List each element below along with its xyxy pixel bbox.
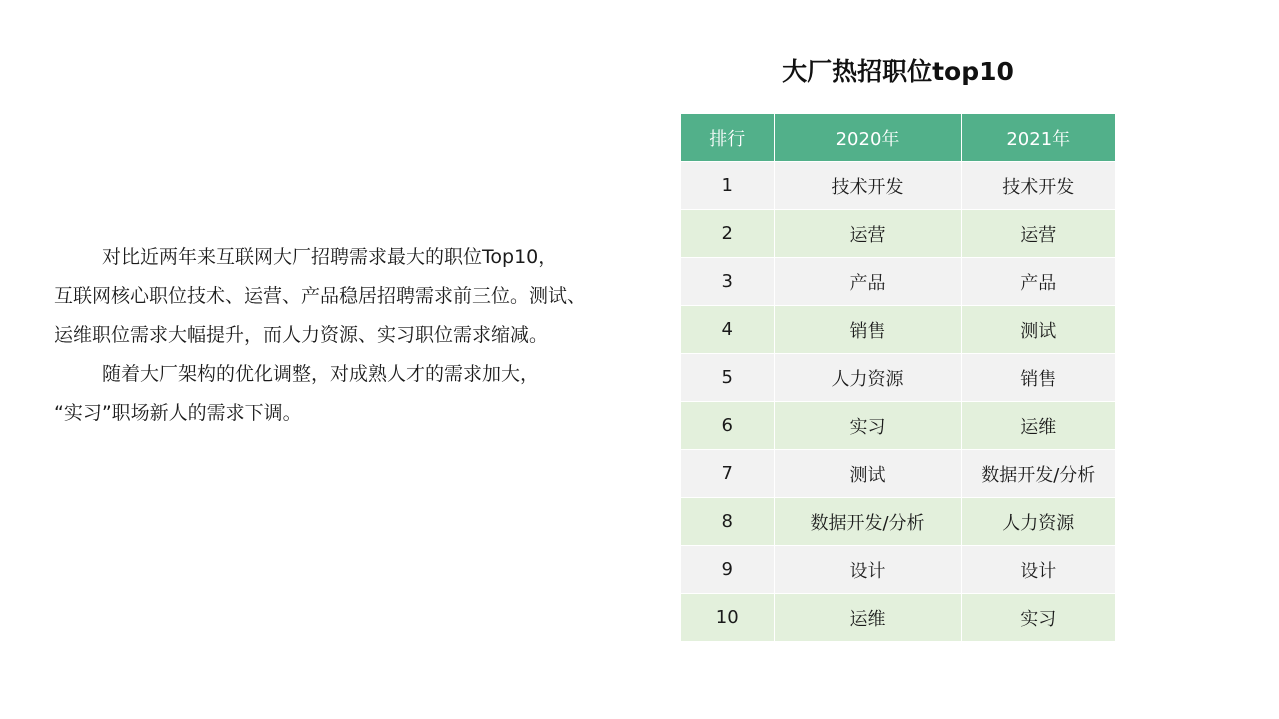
cell-2020: 实习	[774, 402, 961, 450]
summary-text	[54, 238, 654, 433]
table-header-row	[681, 114, 1115, 162]
table-row	[681, 354, 1115, 402]
cell-rank: 9	[681, 546, 774, 594]
paragraph-line: 随着大厂架构的优化调整，对成熟人才的需求加大，	[102, 363, 540, 385]
paragraph-line: “实习”职场新人的需求下调。	[54, 402, 302, 424]
cell-2020: 设计	[774, 546, 961, 594]
table-row	[681, 498, 1115, 546]
paragraph-line: 对比近两年来互联网大厂招聘需求最大的职位Top10，	[102, 246, 558, 268]
cell-rank: 8	[681, 498, 774, 546]
cell-rank: 7	[681, 450, 774, 498]
cell-rank: 2	[681, 210, 774, 258]
paragraph-line: 互联网核心职位技术、运营、产品稳居招聘需求前三位。测试、	[54, 285, 587, 307]
cell-2021: 实习	[961, 594, 1115, 642]
table-row	[681, 162, 1115, 210]
table-row	[681, 306, 1115, 354]
cell-2021: 测试	[961, 306, 1115, 354]
cell-2020: 销售	[774, 306, 961, 354]
cell-rank: 1	[681, 162, 774, 210]
table-row	[681, 210, 1115, 258]
table-row	[681, 450, 1115, 498]
table-row	[681, 546, 1115, 594]
cell-rank: 3	[681, 258, 774, 306]
cell-2021: 设计	[961, 546, 1115, 594]
cell-rank: 6	[681, 402, 774, 450]
table-row	[681, 594, 1115, 642]
cell-2021: 产品	[961, 258, 1115, 306]
cell-2020: 数据开发/分析	[774, 498, 961, 546]
cell-2021: 人力资源	[961, 498, 1115, 546]
cell-2020: 运营	[774, 210, 961, 258]
header-rank: 排行	[681, 114, 774, 162]
table-row	[681, 258, 1115, 306]
cell-rank: 4	[681, 306, 774, 354]
paragraph-line: 运维职位需求大幅提升，而人力资源、实习职位需求缩减。	[54, 324, 549, 346]
cell-2021: 运营	[961, 210, 1115, 258]
cell-2020: 运维	[774, 594, 961, 642]
cell-2020: 产品	[774, 258, 961, 306]
cell-2021: 技术开发	[961, 162, 1115, 210]
cell-2020: 技术开发	[774, 162, 961, 210]
cell-2021: 运维	[961, 402, 1115, 450]
cell-2021: 销售	[961, 354, 1115, 402]
cell-rank: 5	[681, 354, 774, 402]
ranking-table	[681, 114, 1115, 641]
cell-rank: 10	[681, 594, 774, 642]
header-2021: 2021年	[961, 114, 1115, 162]
cell-2020: 测试	[774, 450, 961, 498]
cell-2020: 人力资源	[774, 354, 961, 402]
header-2020: 2020年	[774, 114, 961, 162]
cell-2021: 数据开发/分析	[961, 450, 1115, 498]
table-title: 大厂热招职位top10	[782, 57, 1014, 86]
table-row	[681, 402, 1115, 450]
